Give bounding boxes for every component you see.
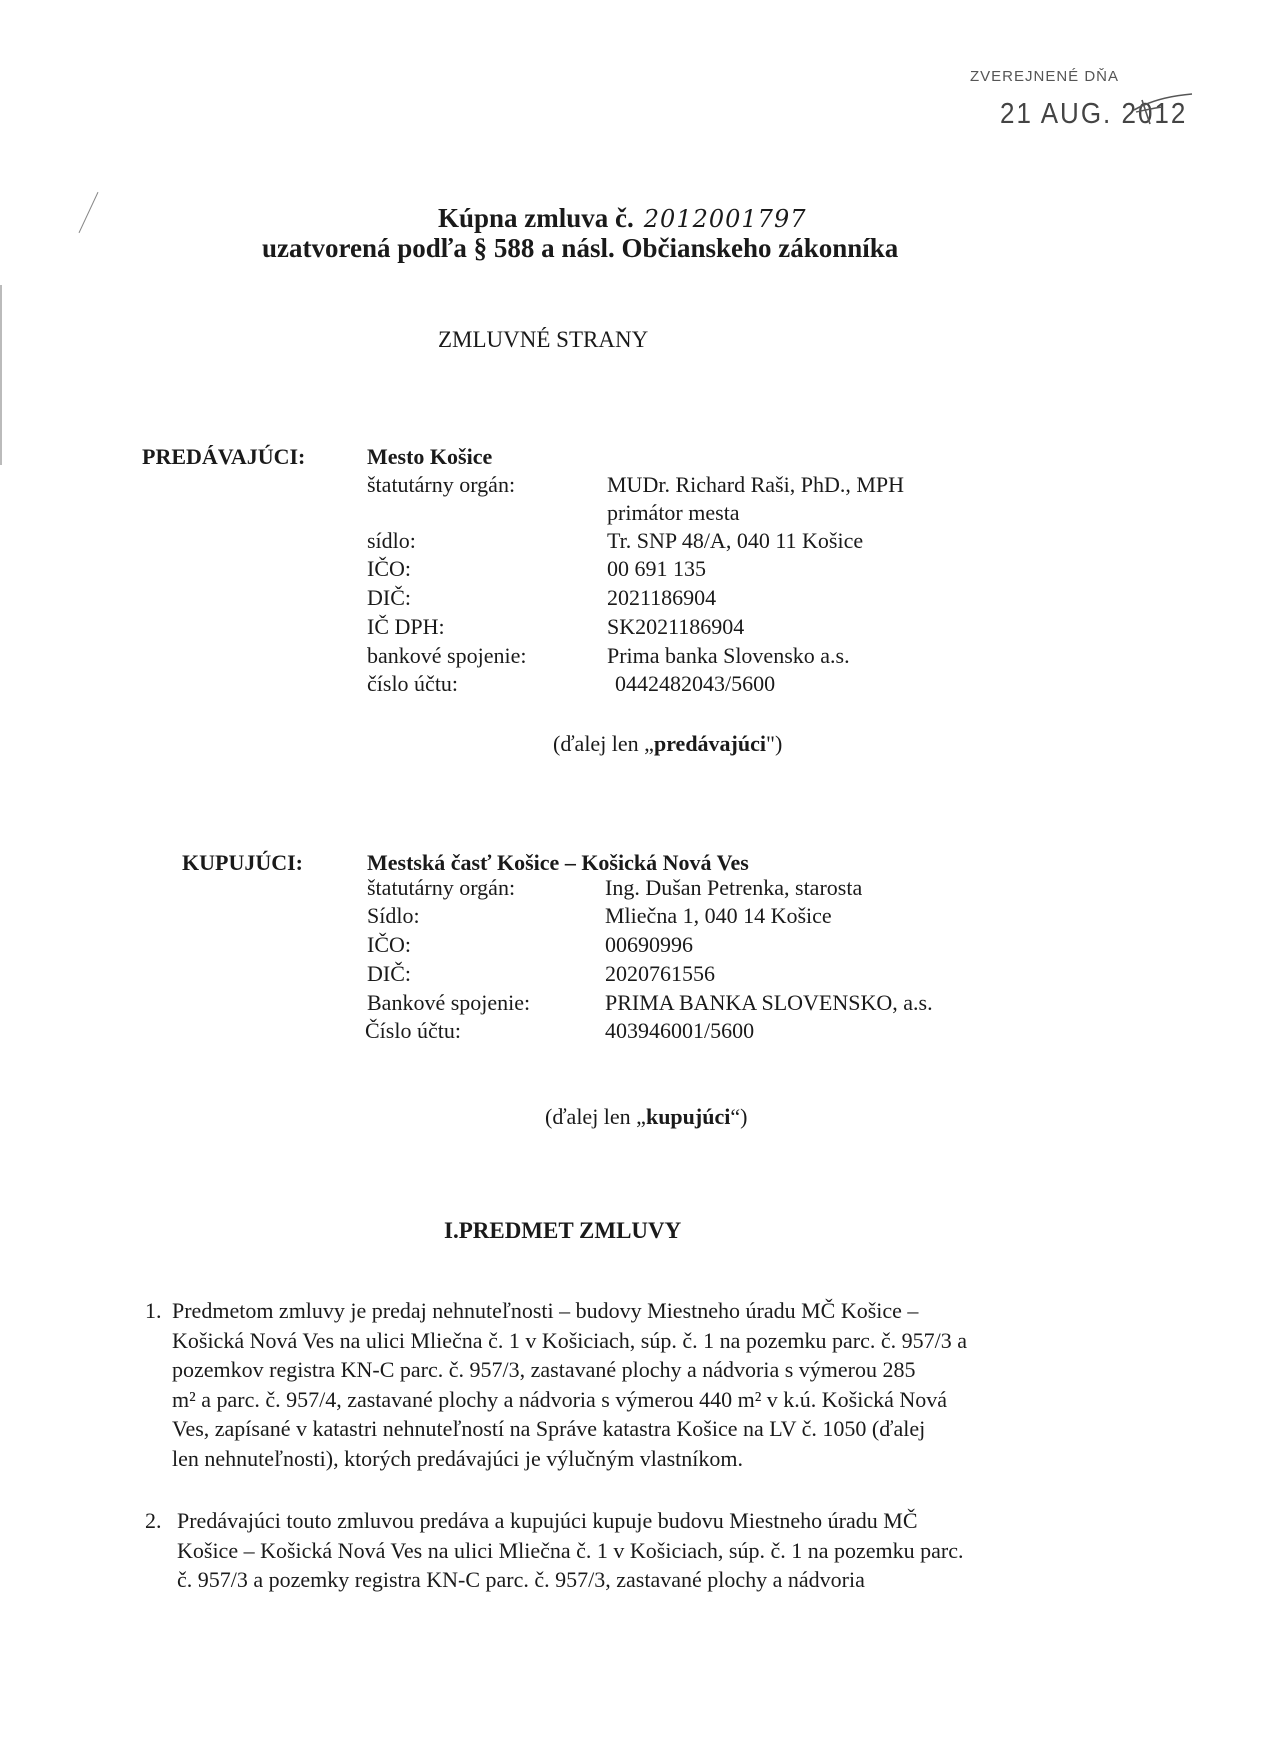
buyer-field-value: PRIMA BANKA SLOVENSKO, a.s. — [605, 990, 933, 1015]
buyer-name: Mestská časť Košice – Košická Nová Ves — [367, 850, 749, 875]
contract-title — [438, 203, 806, 234]
clause-text — [172, 1296, 1090, 1473]
clause-line: Predmetom zmluvy je predaj nehnuteľnosti – budovy Miestneho úradu MČ Košice – — [172, 1298, 919, 1323]
seller-field-value: Prima banka Slovensko a.s. — [607, 643, 850, 668]
clause-line: č. 957/3 a pozemky registra KN-C parc. č. 957/3, zastavané plochy a nádvoria — [177, 1567, 865, 1592]
publication-stamp-date: 21 AUG. 2012 — [1000, 96, 1188, 130]
buyer-field-value: 00690996 — [605, 932, 693, 957]
seller-field-label: sídlo: — [367, 528, 416, 553]
seller-name: Mesto Košice — [367, 444, 493, 469]
seller-field-value: SK2021186904 — [607, 614, 745, 639]
stamp-signature — [1128, 88, 1198, 128]
clause-line: len nehnuteľnosti), ktorých predávajúci je výlučným vlastníkom. — [172, 1445, 744, 1471]
seller-field-value: MUDr. Richard Raši, PhD., MPH — [607, 472, 905, 497]
seller-alias-prefix: (ďalej len „ — [553, 731, 654, 756]
clause-line: Ves, zapísané v katastri nehnuteľností na Správe katastra Košice na LV č. 1050 (ďalej — [172, 1416, 926, 1441]
clause-line: Predávajúci touto zmluvou predáva a kupujúci kupuje budovu Miestneho úradu MČ — [177, 1508, 918, 1533]
buyer-role-label: KUPUJÚCI: — [182, 850, 303, 875]
contract-number-handwritten: 2012001797 — [643, 205, 807, 233]
parties-heading: ZMLUVNÉ STRANY — [438, 327, 649, 352]
clause-number: 1. — [145, 1298, 162, 1323]
seller-field-label: číslo účtu: — [367, 671, 459, 696]
buyer-alias — [545, 1104, 747, 1130]
clause-line: Košice – Košická Nová Ves na ulici Mliečna č. 1 v Košiciach, súp. č. 1 na pozemku parc. — [177, 1537, 964, 1563]
clause-text — [177, 1506, 1090, 1595]
buyer-field-value: Mliečna 1, 040 14 Košice — [605, 903, 832, 928]
seller-field-label: IČ DPH: — [367, 614, 445, 639]
contract-subtitle: uzatvorená podľa § 588 a násl. Občianskeho zákonníka — [262, 233, 899, 263]
clause-line: Košická Nová Ves na ulici Mliečna č. 1 v Košiciach, súp. č. 1 na pozemku parc. č. 957/3 a — [172, 1327, 968, 1353]
buyer-field-value: Ing. Dušan Petrenka, starosta — [605, 875, 863, 900]
clause-line: m² a parc. č. 957/4, zastavané plochy a nádvoria s výmerou 440 m² v k.ú. Košická Nová — [172, 1386, 948, 1412]
section-heading: I.PREDMET ZMLUVY — [444, 1218, 682, 1243]
buyer-field-label: Sídlo: — [367, 903, 420, 928]
buyer-field-label: Číslo účtu: — [365, 1018, 461, 1043]
buyer-field-value: 403946001/5600 — [605, 1018, 755, 1043]
clause-line: pozemkov registra KN-C parc. č. 957/3, zastavané plochy a nádvoria s výmerou 285 — [172, 1357, 916, 1382]
buyer-field-label: IČO: — [367, 932, 411, 957]
seller-field-label: IČO: — [367, 556, 411, 581]
buyer-alias-name: kupujúci — [645, 1104, 731, 1129]
contract-title-prefix: Kúpna zmluva č. — [438, 203, 634, 233]
buyer-alias-prefix: (ďalej len „ — [545, 1104, 646, 1129]
buyer-field-label: štatutárny orgán: — [367, 875, 516, 900]
seller-field-value: Tr. SNP 48/A, 040 11 Košice — [607, 528, 864, 553]
publication-stamp-label: ZVEREJNENÉ DŇA — [970, 68, 1120, 85]
seller-field-value: 0442482043/5600 — [615, 671, 776, 696]
seller-alias-name: predávajúci — [653, 731, 766, 756]
seller-role-label: PREDÁVAJÚCI: — [142, 444, 306, 469]
buyer-alias-suffix: “) — [730, 1104, 748, 1129]
seller-field-label: štatutárny orgán: — [367, 472, 516, 497]
seller-field-value: primátor mesta — [607, 500, 740, 525]
scan-fold-mark — [79, 192, 99, 233]
seller-field-label: DIČ: — [367, 585, 411, 610]
buyer-field-label: DIČ: — [367, 961, 411, 986]
buyer-field-value: 2020761556 — [605, 961, 715, 986]
buyer-field-label: Bankové spojenie: — [367, 990, 531, 1015]
seller-alias-suffix: ") — [766, 731, 783, 756]
clause-number: 2. — [145, 1508, 162, 1533]
scan-edge-mark — [0, 285, 2, 465]
seller-field-value: 2021186904 — [607, 585, 717, 610]
seller-alias — [553, 731, 782, 757]
seller-field-value: 00 691 135 — [607, 556, 706, 581]
seller-field-label: bankové spojenie: — [367, 643, 527, 668]
